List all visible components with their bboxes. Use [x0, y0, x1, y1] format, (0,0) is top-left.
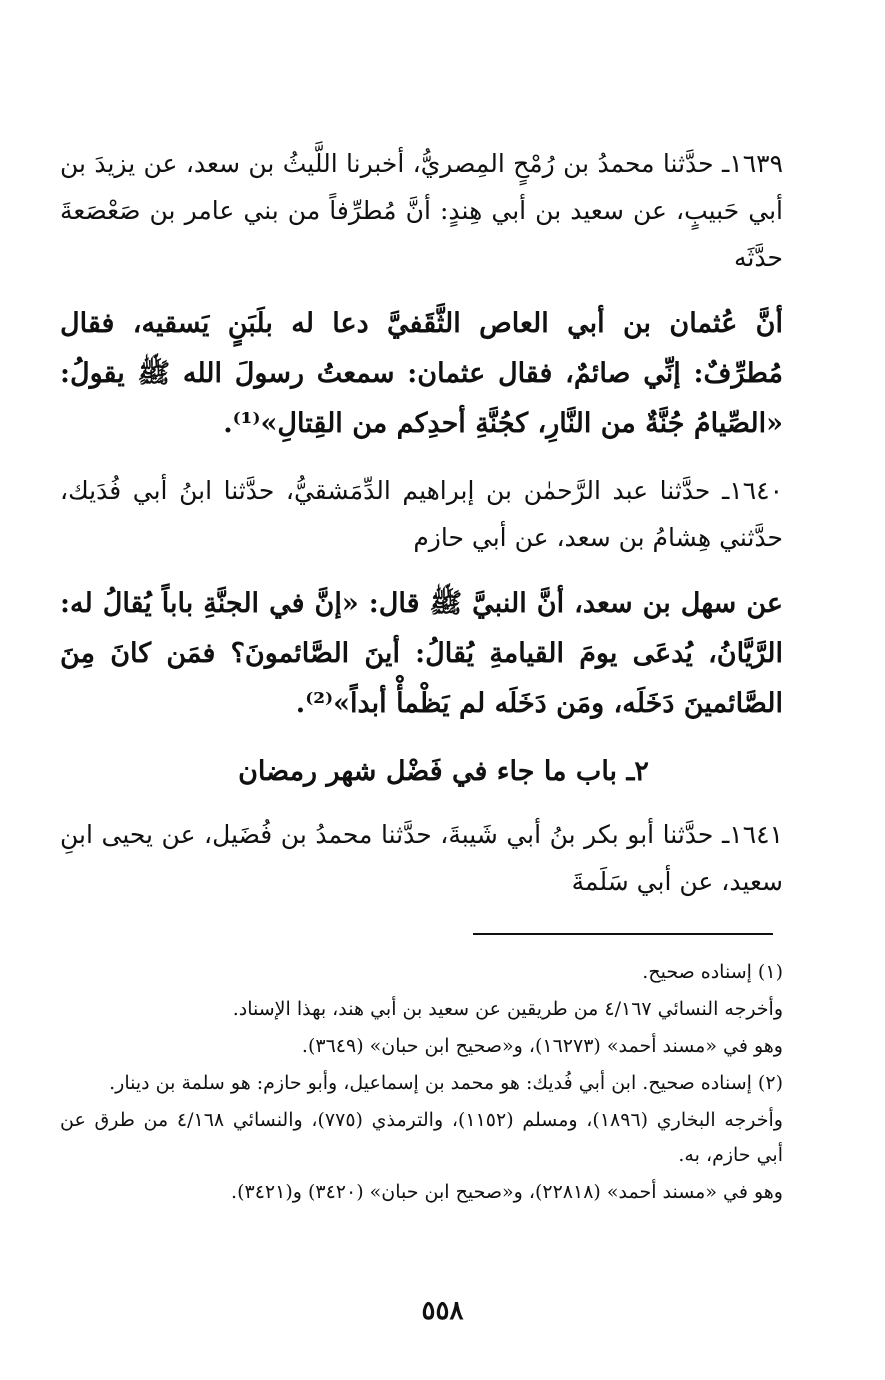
hadith-1639-text: أنَّ عُثمان بن أبي العاص الثَّقَفيَّ دعا له بلَبَنٍ يَسقيه، فقال مُطرِّفٌ: إنِّي صائمٌ، فقال عثمان: سمعتُ رسولَ الله ﷺ يقولُ: «الصِّيامُ جُنَّةٌ من النَّارِ، كجُنَّةِ أحدِكم من القِتالِ»⁽¹⁾.	[60, 308, 783, 439]
hadith-1639-chain: ١٦٣٩ـ حدَّثنا محمدُ بن رُمْحٍ المِصريُّ، أخبرنا اللَّيثُ بن سعد، عن يزيدَ بن أبي حَبيبٍ، عن سعيد بن أبي هِندٍ: أنَّ مُطرِّفاً من بني عامر بن صَعْصَعةَ حدَّثَه	[60, 149, 783, 272]
footnote-line: وهو في «مسند أحمد» (١٦٢٧٣)، و«صحيح ابن حبان» (٣٦٤٩).	[301, 1035, 783, 1057]
hadith-1641-chain: ١٦٤١ـ حدَّثنا أبو بكر بنُ أبي شَيبةَ، حدَّثنا محمدُ بن فُضَيل، عن يحيى ابنِ سعيد، عن أبي سَلَمةَ	[60, 820, 783, 896]
chapter-title: ٢ـ باب ما جاء في فَضْل شهر رمضان	[238, 756, 649, 787]
footnote-line: (١) إسناده صحيح.	[642, 961, 783, 983]
footnote-line: وأخرجه البخاري (١٨٩٦)، ومسلم (١١٥٢)، والترمذي (٧٧٥)، والنسائي ٤/١٦٨ من طرق عن أبي حازم، به.	[60, 1109, 783, 1166]
footnote-line: وهو في «مسند أحمد» (٢٢٨١٨)، و«صحيح ابن حبان» (٣٤٢٠) و(٣٤٢١).	[231, 1181, 783, 1203]
main-text	[60, 140, 827, 923]
footnotes	[60, 955, 827, 1212]
hadith-1640-chain: ١٦٤٠ـ حدَّثنا عبد الرَّحمٰن بن إبراهيم الدِّمَشقيُّ، حدَّثنا ابنُ أبي فُدَيك، حدَّثني هِشامُ بن سعد، عن أبي حازم	[60, 476, 783, 552]
page-number: ٥٥٨	[421, 1296, 464, 1326]
footnote-line: (٢) إسناده صحيح. ابن أبي فُديك: هو محمد بن إسماعيل، وأبو حازم: هو سلمة بن دينار.	[109, 1072, 783, 1094]
hadith-1640-text: عن سهل بن سعد، أنَّ النبيَّ ﷺ قال: «إنَّ في الجنَّةِ باباً يُقالُ له: الرَّيَّانُ، يُدعَى يومَ القيامةِ يُقالُ: أينَ الصَّائمونَ؟ فمَن كانَ مِنَ الصَّائمينَ دَخَلَه، ومَن دَخَلَه لم يَظْمأْ أبداً»⁽²⁾.	[60, 588, 783, 719]
footnote-line: وأخرجه النسائي ٤/١٦٧ من طريقين عن سعيد بن أبي هند، بهذا الإسناد.	[232, 998, 783, 1020]
footnote-separator	[473, 933, 773, 935]
